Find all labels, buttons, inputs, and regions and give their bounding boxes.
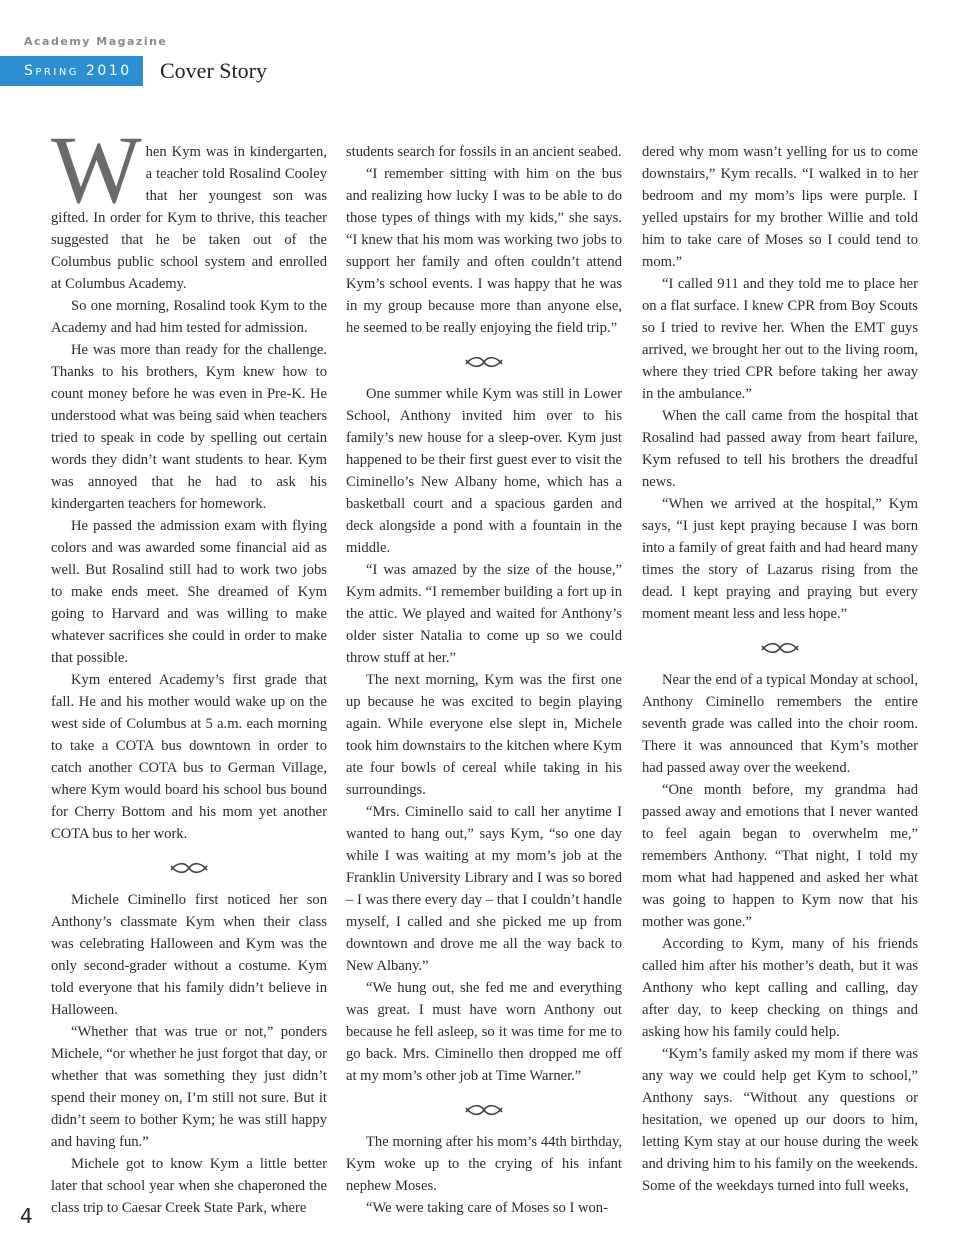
drop-cap: W bbox=[51, 116, 142, 223]
paragraph: dered why mom wasn’t yelling for us to come downstairs,” Kym recalls. “I walked in to her bedroom and my mom’s lips were purple. I yelled upstairs for my brother Willie and told him to take care of Moses so I could tend to mom.” bbox=[642, 144, 918, 270]
section-ornament-icon bbox=[51, 845, 327, 889]
paragraph bbox=[51, 116, 327, 295]
paragraph: He was more than ready for the challenge. Thanks to his brothers, Kym knew how to count money before he was even in Pre-K. He understood what was being said when teachers tried to speak in code by spelling out certain words they didn’t want students to hear. Kym was annoyed that he had to ask his kindergarten teachers for homework. bbox=[51, 342, 327, 512]
paragraph: The next morning, Kym was the first one up because he was excited to begin playing again. While everyone else slept in, Michele took him downstairs to the kitchen where Kym ate four bowls of cereal while taking in his surroundings. bbox=[346, 672, 622, 798]
article-column-1 bbox=[51, 116, 327, 1219]
paragraph: Kym entered Academy’s first grade that fall. He and his mother would wake up on the west side of Columbus at 5 a.m. each morning to take a COTA bus downtown in order to catch another COTA bus to German Village, where Kym would board his school bus bound for Cherry Bottom and his mom yet another COTA bus to her work. bbox=[51, 672, 327, 842]
paragraph: “Kym’s family asked my mom if there was any way we could help get Kym to school,” Anthony says. “Without any questions or hesitation, we opened up our doors to him, letting Kym stay at our house during the week and driving him to his family on the weekends. Some of the weekdays turned into full weeks, bbox=[642, 1046, 918, 1194]
paragraph: According to Kym, many of his friends called him after his mother’s death, but it was Anthony who kept calling and calling, day after day, to keep checking on things and asking how his family could help. bbox=[642, 936, 918, 1040]
section-ornament-icon bbox=[642, 625, 918, 669]
paragraph: “We hung out, she fed me and everything was great. I must have worn Anthony out because he fell asleep, so it was time for me to go back. Mrs. Ciminello then dropped me off at my mom’s other job at Time Warner.” bbox=[346, 980, 622, 1084]
paragraph: “I called 911 and they told me to place her on a flat surface. I knew CPR from Boy Scouts so I tried to revive her. When the EMT guys arrived, we brought her out to the living room, where they tried CPR before taking her away in the ambulance.” bbox=[642, 276, 918, 402]
paragraph: Michele Ciminello first noticed her son Anthony’s classmate Kym when their class was celebrating Halloween and Kym was the only second-grader without a costume. Kym told everyone that his family didn’t believe in Halloween. bbox=[51, 892, 327, 1018]
section-title: Cover Story bbox=[160, 58, 267, 83]
paragraph: So one morning, Rosalind took Kym to the Academy and had him tested for admission. bbox=[51, 298, 327, 336]
magazine-name: Academy Magazine bbox=[24, 35, 168, 48]
section-ornament-icon bbox=[346, 1087, 622, 1131]
paragraph: The morning after his mom’s 44th birthday, Kym woke up to the crying of his infant nephew Moses. bbox=[346, 1134, 622, 1194]
paragraph-text: hen Kym was in kindergarten, a teacher told Rosalind Cooley that her youngest son was gifted. In order for Kym to thrive, this teacher suggested that he be taken out of the Columbus public school system and enrolled at Columbus Academy. bbox=[51, 144, 327, 292]
paragraph: He passed the admission exam with flying colors and was awarded some financial aid as well. But Rosalind still had to work two jobs to make ends meet. She dreamed of Kym going to Harvard and was willing to make whatever sacrifices she could in order to make that possible. bbox=[51, 518, 327, 666]
article-column-2 bbox=[346, 141, 622, 1219]
paragraph: students search for fossils in an ancient seabed. bbox=[346, 144, 622, 160]
paragraph: One summer while Kym was still in Lower School, Anthony invited him over to his family’s new house for a sleep-over. Kym just happened to be their first guest ever to visit the Ciminello’s New Albany home, which has a basketball court and a spacious garden and deck alongside a pond with a fountain in the middle. bbox=[346, 386, 622, 556]
paragraph: “I remember sitting with him on the bus and realizing how lucky I was to be able to do those types of things with my kids,” she says. “I knew that his mom was working two jobs to support her family and often couldn’t attend Kym’s school events. I was happy that he was in my group because more than anyone else, he seemed to be really enjoying the field trip.” bbox=[346, 166, 622, 336]
paragraph: Michele got to know Kym a little better later that school year when she chaperoned the class trip to Caesar Creek State Park, where bbox=[51, 1156, 327, 1216]
paragraph: “Mrs. Ciminello said to call her anytime I wanted to hang out,” says Kym, “so one day while I was waiting at my mom’s job at the Franklin University Library and I was so bored – I was there every day – that I couldn’t handle myself, I called and she picked me up from downtown and drove me all the way back to New Albany.” bbox=[346, 804, 622, 974]
paragraph: When the call came from the hospital that Rosalind had passed away from heart failure, Kym refused to tell his brothers the dreadful news. bbox=[642, 408, 918, 490]
season-banner: Spring 2010 bbox=[0, 56, 143, 86]
paragraph: “When we arrived at the hospital,” Kym says, “I just kept praying because I was born into a family of great faith and had heard many times the story of Lazarus rising from the dead. I kept praying and praying but every moment meant less and less hope.” bbox=[642, 496, 918, 622]
section-ornament-icon bbox=[346, 339, 622, 383]
paragraph: “I was amazed by the size of the house,” Kym admits. “I remember building a fort up in the attic. We played and waited for Anthony’s older sister Natalia to come up so we could throw stuff at her.” bbox=[346, 562, 622, 666]
paragraph: “One month before, my grandma had passed away and emotions that I never wanted to feel again began to overwhelm me,” remembers Anthony. “That night, I told my mom what had happened and asked her what was going to happen to Kym now that his mother was gone.” bbox=[642, 782, 918, 930]
page-number: 4 bbox=[20, 1204, 33, 1228]
paragraph: “We were taking care of Moses so I won- bbox=[366, 1200, 608, 1216]
article-column-3 bbox=[642, 141, 918, 1197]
paragraph: “Whether that was true or not,” ponders Michele, “or whether he just forgot that day, or whether that was something they just didn’t spend their money on, I’m still not sure. But it didn’t seem to bother Kym; he was still happy and having fun.” bbox=[51, 1024, 327, 1150]
paragraph: Near the end of a typical Monday at school, Anthony Ciminello remembers the entire seventh grade was called into the choir room. There it was announced that Kym’s mother had passed away over the weekend. bbox=[642, 672, 918, 776]
